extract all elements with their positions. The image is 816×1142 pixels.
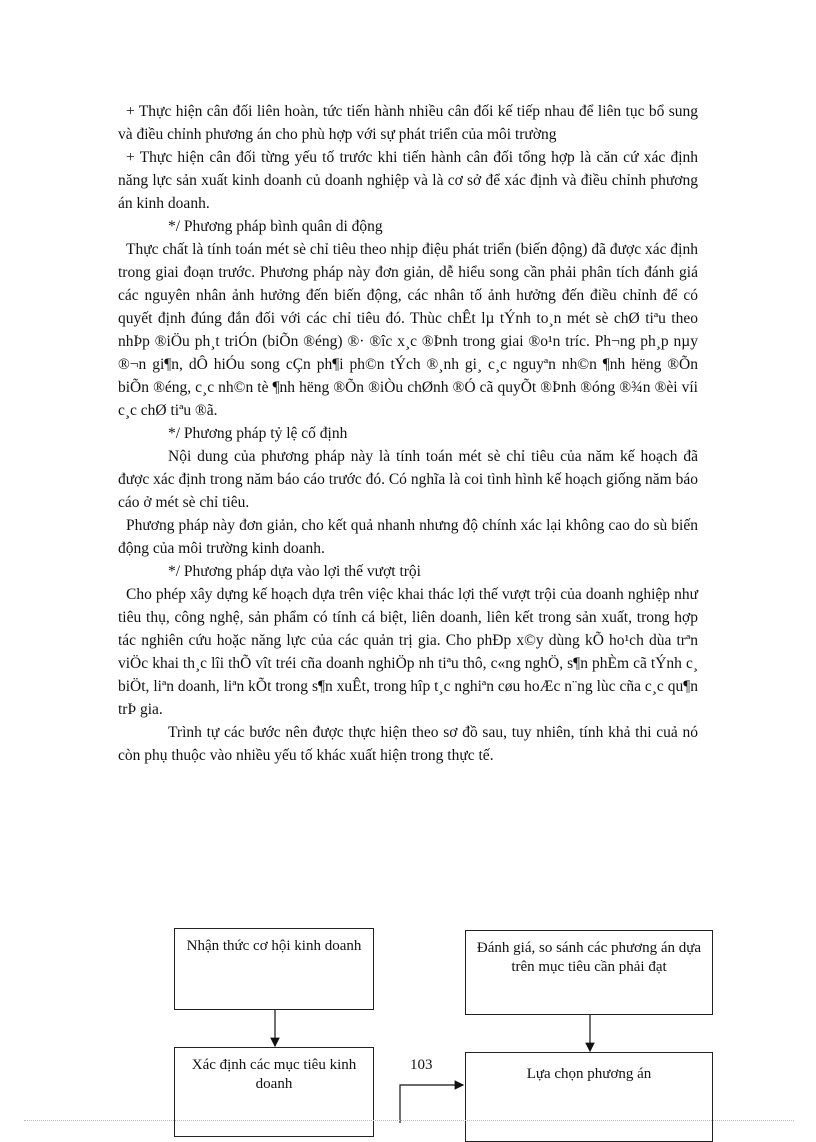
flow-box-goals-label: Xác định các mục tiêu kinh doanh bbox=[191, 1057, 357, 1092]
flow-box-evaluate bbox=[465, 930, 713, 1015]
page-number: 103 bbox=[410, 1057, 433, 1073]
paragraph-fixed-ratio-evaluation: Phương pháp này đơn giản, cho kết quả nhanh nhưng độ chính xác lại không cao do sù biến động của môi trường kinh doanh. bbox=[118, 517, 698, 557]
flow-box-choose-label: Lựa chọn phương án bbox=[526, 1066, 652, 1082]
heading-moving-average: */ Phương pháp bình quân di động bbox=[168, 218, 383, 235]
flow-box-choose bbox=[465, 1052, 713, 1142]
paragraph-moving-average: Thực chất là tính toán mét sè chỉ tiêu theo nhịp điệu phát triển (biến động) đã được xác định trong giai đoạn trước. Phương pháp này đơn giản, dễ hiểu song cần phải phân tích đánh giá các nguyên nhân ảnh hưởng đến biến động, các nhân tố ảnh hưởng đến điều chỉnh để có quyết định đúng đắn đối với các chỉ tiêu đó. Thùc chÊt lµ tÝnh to¸n mét sè chØ tiªu theo nhÞp ®iÖu ph¸t triÓn (biÕn ®éng) ®· ®îc x¸c ®Þnh trong giai ®o¹n tríc. Ph¬ng ph¸p nµy ®¬n gi¶n, dÔ hiÓu song cÇn ph¶i ph©n tÝch ®¸nh gi¸ c¸c nguyªn nh©n ¶nh hëng ®Õn biÕn ®éng, c¸c nh©n tè ¶nh hëng ®Õn ®iÒu chØnh ®Ó cã quyÕt ®Þnh ®óng ®¾n ®èi víi c¸c chØ tiªu ®ã. bbox=[118, 241, 698, 419]
paragraph-sequence: Trình tự các bước nên được thực hiện theo sơ đồ sau, tuy nhiên, tính khả thi cuả nó còn phụ thuộc vào nhiều yếu tố khác xuất hiện trong thực tế. bbox=[118, 724, 698, 764]
arrow-feedback-to-choose bbox=[400, 1085, 463, 1123]
paragraph-competitive-advantage: Cho phép xây dựng kế hoạch dựa trên việc khai thác lợi thế vượt trội của doanh nghiệp như tiêu thụ, công nghệ, sản phẩm có tính cá biệt, liên doanh, liên kết trong sản xuất, trong hợp tác nghiên cứu hoặc năng lực của các quản trị gia. Cho phÐp x©y dùng kÕ ho¹ch dùa trªn viÖc khai th¸c lîi thÕ vît tréi cña doanh nghiÖp nh tiªu thô, c«ng nghÖ, s¶n phÈm cã tÝnh c¸ biÖt, liªn doanh, liªn kÕt trong s¶n xuÊt, trong hîp t¸c nghiªn cøu hoÆc n¨ng lùc cña c¸c qu¶n trÞ gia. bbox=[118, 586, 698, 718]
paragraph-balance-factor: + Thực hiện cân đối từng yếu tố trước khi tiến hành cân đối tổng hợp là căn cứ xác định năng lực sản xuất kinh doanh củ doanh nghiệp và là cơ sở để xác định và điều chỉnh phương án kinh doanh. bbox=[118, 149, 698, 212]
paragraph-fixed-ratio: Nội dung của phương pháp này là tính toán mét sè chỉ tiêu của năm kế hoạch đã được xác định trong năm báo cáo trước đó. Có nghĩa là coi tình hình kế hoạch giống năm báo cáo ở mét sè chỉ tiêu. bbox=[118, 448, 698, 511]
flow-box-opportunity bbox=[174, 928, 374, 1010]
heading-competitive-advantage: */ Phương pháp dựa vào lợi thế vượt trội bbox=[168, 563, 421, 580]
flow-box-goals bbox=[174, 1047, 374, 1137]
heading-fixed-ratio: */ Phương pháp tỷ lệ cố định bbox=[168, 425, 348, 442]
flow-box-opportunity-label: Nhận thức cơ hội kinh doanh bbox=[186, 938, 362, 954]
footer-divider bbox=[24, 1120, 794, 1121]
paragraph-balance-chain: + Thực hiện cân đối liên hoàn, tức tiến hành nhiều cân đối kế tiếp nhau để liên tục bổ sung và điều chỉnh phương án cho phù hợp với sự phát triển của môi trường bbox=[118, 103, 698, 143]
flow-box-evaluate-label: Đánh giá, so sánh các phương án dựa trên mục tiêu cần phải đạt bbox=[476, 940, 702, 975]
